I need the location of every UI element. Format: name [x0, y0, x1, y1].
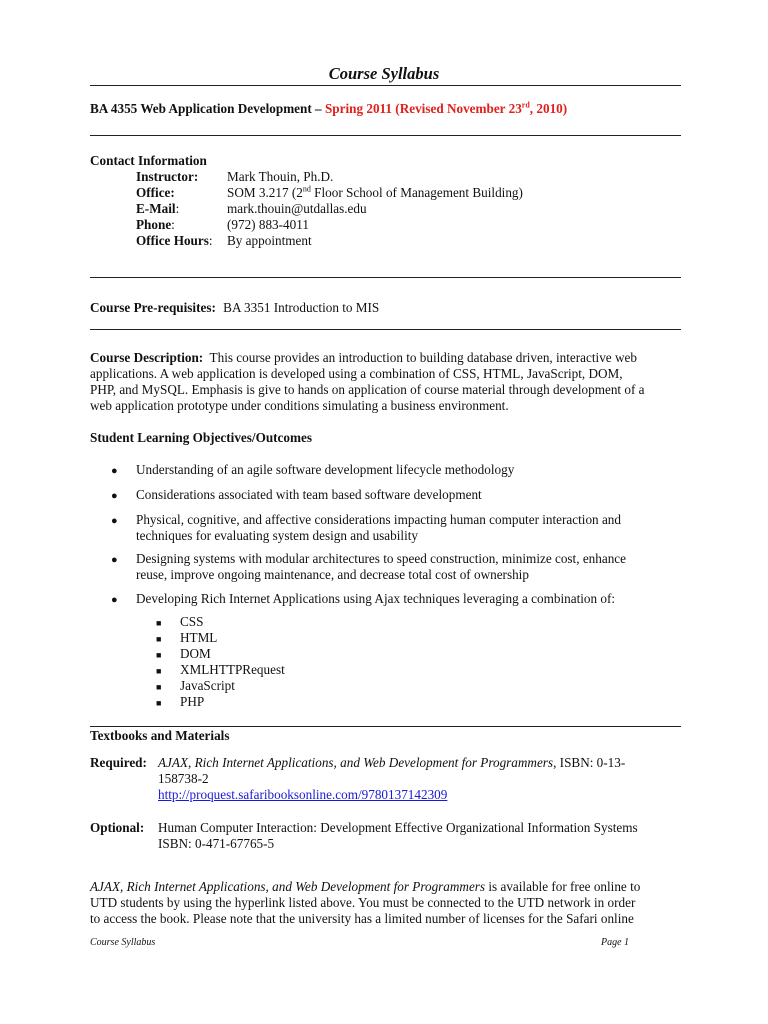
email-label: E-Mail: — [136, 201, 180, 216]
course-term: Spring 2011 (Revised November 23rd, 2010) — [324, 100, 568, 116]
bullet-icon: ● — [111, 490, 118, 502]
description-label: Course Description: — [90, 350, 204, 365]
objectives-list: ● Understanding of an agile software development lifecycle methodology ● Considerations associated with team based software development ● Physical, cognitive, and affective considerations impacting human computer interaction and techniques for evaluating system design and usability ● Designing systems with modular architectures to speed construction, minimize cost, enhance reuse, improve ongoing maintenance, and decrease total cost of ownership ● Developing Rich Internet Applications using Ajax techniques leveraging a combination of: ■ CSS ■ HTML ■ DOM ■ XMLHTTPRequest ■ JavaScript ■ PHP — [111, 462, 627, 709]
instructor-label: Instructor: — [136, 169, 199, 184]
bullet-icon: ● — [111, 465, 118, 477]
description-line-4: web application prototype under conditions simulating a business environment. — [90, 398, 509, 413]
section-divider-4 — [90, 726, 681, 727]
instructor-value: Mark Thouin, Ph.D. — [227, 169, 334, 184]
square-bullet-icon: ■ — [156, 682, 162, 692]
page-number: Page 1 — [601, 937, 630, 948]
email-value[interactable]: mark.thouin@utdallas.edu — [227, 201, 367, 216]
required-label: Required: — [90, 755, 147, 770]
office-value: SOM 3.217 (2nd Floor School of Management Building) — [227, 184, 523, 200]
optional-book-line-1: Human Computer Interaction: Development Effective Organizational Information Systems — [158, 820, 638, 835]
contact-heading: Contact Information — [90, 153, 207, 168]
description-line-2: applications. A web application is developed using a combination of CSS, HTML, JavaScript, DOM, — [90, 366, 623, 381]
optional-label: Optional: — [90, 820, 145, 835]
safari-book-link[interactable]: http://proquest.safaribooksonline.com/9780137142309 — [158, 787, 448, 802]
description-line-3: PHP, and MySQL. Emphasis is give to hands on application of course material through development of a — [90, 382, 645, 397]
bullet-icon: ● — [111, 515, 118, 527]
description-line-1: Course Description: This course provides an introduction to building database driven, interactive web — [90, 350, 637, 365]
availability-note — [90, 879, 682, 927]
prereq-value: BA 3351 Introduction to MIS — [223, 300, 380, 315]
bullet-icon: ● — [111, 554, 118, 566]
objectives-heading: Student Learning Objectives/Outcomes — [90, 430, 312, 445]
note-line-3: to access the book. Please note that the university has a limited number of licenses for the Safari online — [90, 911, 634, 926]
square-bullet-icon: ■ — [156, 618, 162, 628]
prereq-label: Course Pre-requisites: — [90, 300, 216, 315]
required-isbn-cont: 158738-2 — [158, 771, 209, 786]
square-bullet-icon: ■ — [156, 698, 162, 708]
footer-title: Course Syllabus — [90, 937, 156, 948]
required-title: AJAX, Rich Internet Applications, and Web Development for Programmers — [158, 755, 554, 770]
office-hours-label: Office Hours: — [136, 233, 213, 248]
required-book — [158, 755, 682, 771]
phone-label: Phone: — [136, 217, 175, 232]
office-label: Office: — [136, 185, 175, 200]
course-code-name: BA 4355 Web Application Development – — [90, 101, 325, 116]
bullet-icon: ● — [111, 594, 118, 606]
phone-value: (972) 883-4011 — [227, 217, 309, 232]
page-title: Course Syllabus — [328, 64, 440, 83]
square-bullet-icon: ■ — [156, 650, 162, 660]
square-bullet-icon: ■ — [156, 634, 162, 644]
note-line-2: UTD students by using the hyperlink listed above. You must be connected to the UTD network in order — [90, 895, 636, 910]
required-isbn: , ISBN: 0-13- — [553, 755, 626, 770]
note-line-1: AJAX, Rich Internet Applications, and Web Development for Programmers is available for free online to — [90, 879, 641, 894]
optional-book-line-2: ISBN: 0-471-67765-5 — [158, 836, 275, 851]
textbooks-heading: Textbooks and Materials — [90, 728, 230, 743]
office-hours-value: By appointment — [227, 233, 312, 248]
square-bullet-icon: ■ — [156, 666, 162, 676]
